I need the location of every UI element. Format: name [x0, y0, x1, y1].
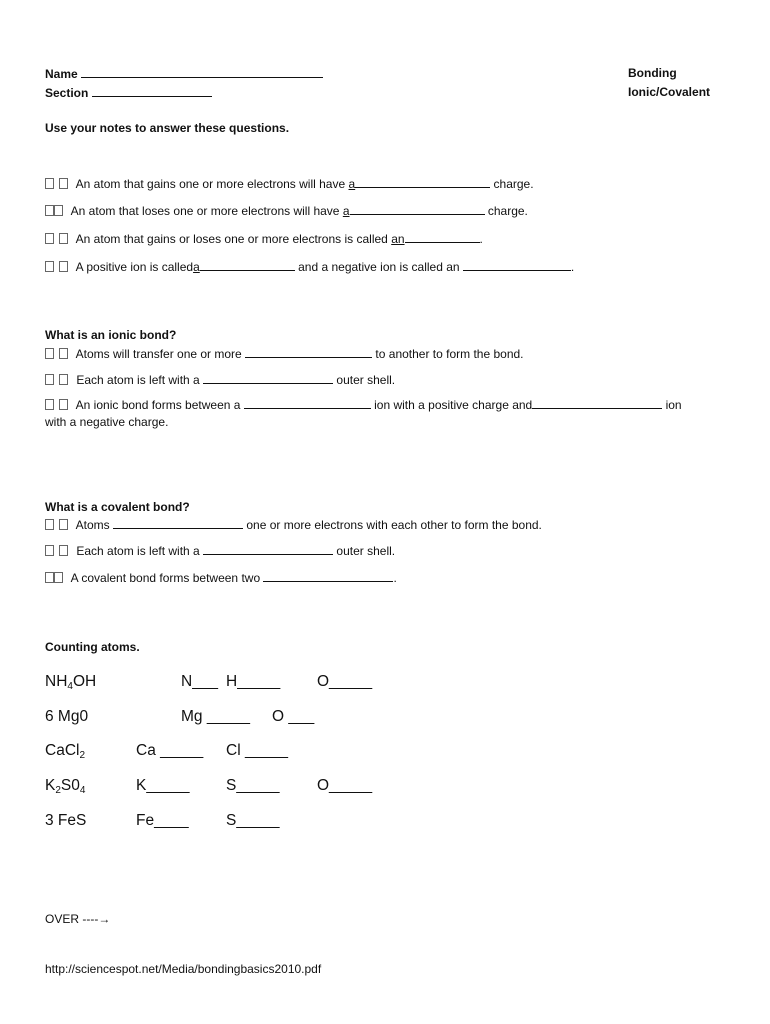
answer-blank[interactable]	[203, 372, 333, 384]
bullet-icon	[59, 399, 68, 410]
bullet-icon	[45, 374, 54, 385]
question-after: outer shell.	[336, 544, 396, 558]
question-text: An ionic bond forms between a	[75, 398, 241, 412]
question-after: .	[570, 260, 575, 274]
bullet-icon	[59, 519, 68, 530]
bullet-icon	[45, 205, 54, 216]
atom-count-blank[interactable]: S_____	[226, 777, 280, 794]
answer-blank[interactable]: a	[349, 177, 491, 191]
counting-heading: Counting atoms.	[45, 640, 140, 654]
question-after: one or more electrons with each other to form the bond.	[246, 518, 542, 532]
atom-count-blank[interactable]: Ca _____	[136, 742, 204, 759]
compound-label: $NH_4OH$	[45, 673, 97, 692]
question-after: charge.	[493, 177, 534, 191]
question-after: outer shell.	[336, 373, 396, 387]
section-field[interactable]	[45, 85, 212, 100]
question-after: to another to form the bond.	[375, 347, 524, 361]
ionic-question-3-continuation: with a negative charge.	[45, 415, 169, 429]
bullet-icon	[45, 572, 54, 583]
bullet-icon	[59, 545, 68, 556]
bullet-icon	[45, 399, 54, 410]
atom-count-blank[interactable]: H_____	[226, 673, 281, 690]
covalent-question-2	[45, 543, 395, 558]
atom-count-blank[interactable]: K_____	[136, 777, 190, 794]
answer-blank[interactable]: an	[391, 232, 479, 246]
bullet-icon	[59, 261, 68, 272]
instructions: Use your notes to answer these questions.	[45, 121, 290, 135]
section-blank[interactable]	[92, 85, 212, 97]
bullet-icon	[45, 233, 54, 244]
answer-blank[interactable]	[532, 397, 662, 409]
source-url[interactable]: http://sciencespot.net/Media/bondingbasics2010.pdf	[45, 962, 322, 976]
ionic-question-1	[45, 346, 524, 361]
answer-blank[interactable]	[244, 397, 371, 409]
question-after: .	[479, 232, 483, 246]
question-text: Atoms	[75, 518, 110, 532]
answer-blank[interactable]	[203, 543, 333, 555]
subject-title: Bonding	[628, 66, 677, 80]
atom-count-blank[interactable]: Mg _____	[181, 708, 250, 725]
atom-count-blank[interactable]: N___	[181, 673, 219, 690]
compound-label: 6 Mg0	[45, 708, 89, 725]
answer-blank[interactable]: a	[193, 260, 295, 274]
covalent-heading: What is a covalent bond?	[45, 500, 190, 514]
ionic-question-3	[45, 397, 682, 412]
name-blank[interactable]	[81, 66, 323, 78]
question-4	[45, 259, 574, 274]
question-text: A covalent bond forms between two	[70, 571, 261, 585]
atom-count-blank[interactable]: O_____	[317, 673, 373, 690]
bullet-icon	[54, 572, 63, 583]
compound-label: CaCl$_2$	[45, 742, 86, 761]
bullet-icon	[59, 233, 68, 244]
section-label: Section	[45, 86, 89, 100]
over-label: OVER ----→	[45, 912, 111, 926]
bullet-icon	[45, 348, 54, 359]
covalent-question-1	[45, 517, 542, 532]
compound-label: $K_2S0_4$	[45, 777, 86, 796]
question-text: An atom that loses one or more electrons will have	[70, 204, 340, 218]
question-middle: and a negative ion is called an	[298, 260, 460, 274]
bullet-icon	[59, 374, 68, 385]
bullet-icon	[45, 261, 54, 272]
question-text: Atoms will transfer one or more	[75, 347, 242, 361]
question-1	[45, 176, 534, 191]
atom-count-blank[interactable]: Cl _____	[226, 742, 289, 759]
atom-count-blank[interactable]: O ___	[272, 708, 315, 725]
atom-count-blank[interactable]: S_____	[226, 812, 280, 829]
question-text: Each atom is left with a	[76, 544, 200, 558]
question-text: Each atom is left with a	[76, 373, 200, 387]
answer-blank[interactable]	[463, 259, 571, 271]
compound-label: 3 FeS	[45, 812, 87, 829]
bullet-icon	[59, 348, 68, 359]
answer-blank[interactable]	[113, 517, 243, 529]
question-text: An atom that gains one or more electrons will have	[75, 177, 346, 191]
bullet-icon	[45, 519, 54, 530]
answer-blank[interactable]: a	[343, 204, 485, 218]
bullet-icon	[45, 545, 54, 556]
answer-blank[interactable]	[245, 346, 372, 358]
ionic-heading: What is an ionic bond?	[45, 328, 177, 342]
bullet-icon	[59, 178, 68, 189]
subject-subtitle: Ionic/Covalent	[628, 85, 711, 99]
atom-count-blank[interactable]: O_____	[317, 777, 373, 794]
answer-blank[interactable]	[263, 570, 393, 582]
name-label: Name	[45, 67, 78, 81]
atom-count-blank[interactable]: Fe____	[136, 812, 189, 829]
question-middle: ion with a positive charge and	[374, 398, 533, 412]
question-after: .	[393, 571, 397, 585]
question-after: ion	[665, 398, 682, 412]
bullet-icon	[45, 178, 54, 189]
ionic-question-2	[45, 372, 395, 387]
question-3	[45, 231, 483, 246]
question-text: An atom that gains or loses one or more electrons is called	[75, 232, 388, 246]
covalent-question-3	[45, 570, 397, 585]
question-2	[45, 203, 528, 218]
bullet-icon	[54, 205, 63, 216]
name-field[interactable]	[45, 66, 323, 81]
question-after: charge.	[487, 204, 528, 218]
question-text: A positive ion is called	[75, 260, 194, 274]
